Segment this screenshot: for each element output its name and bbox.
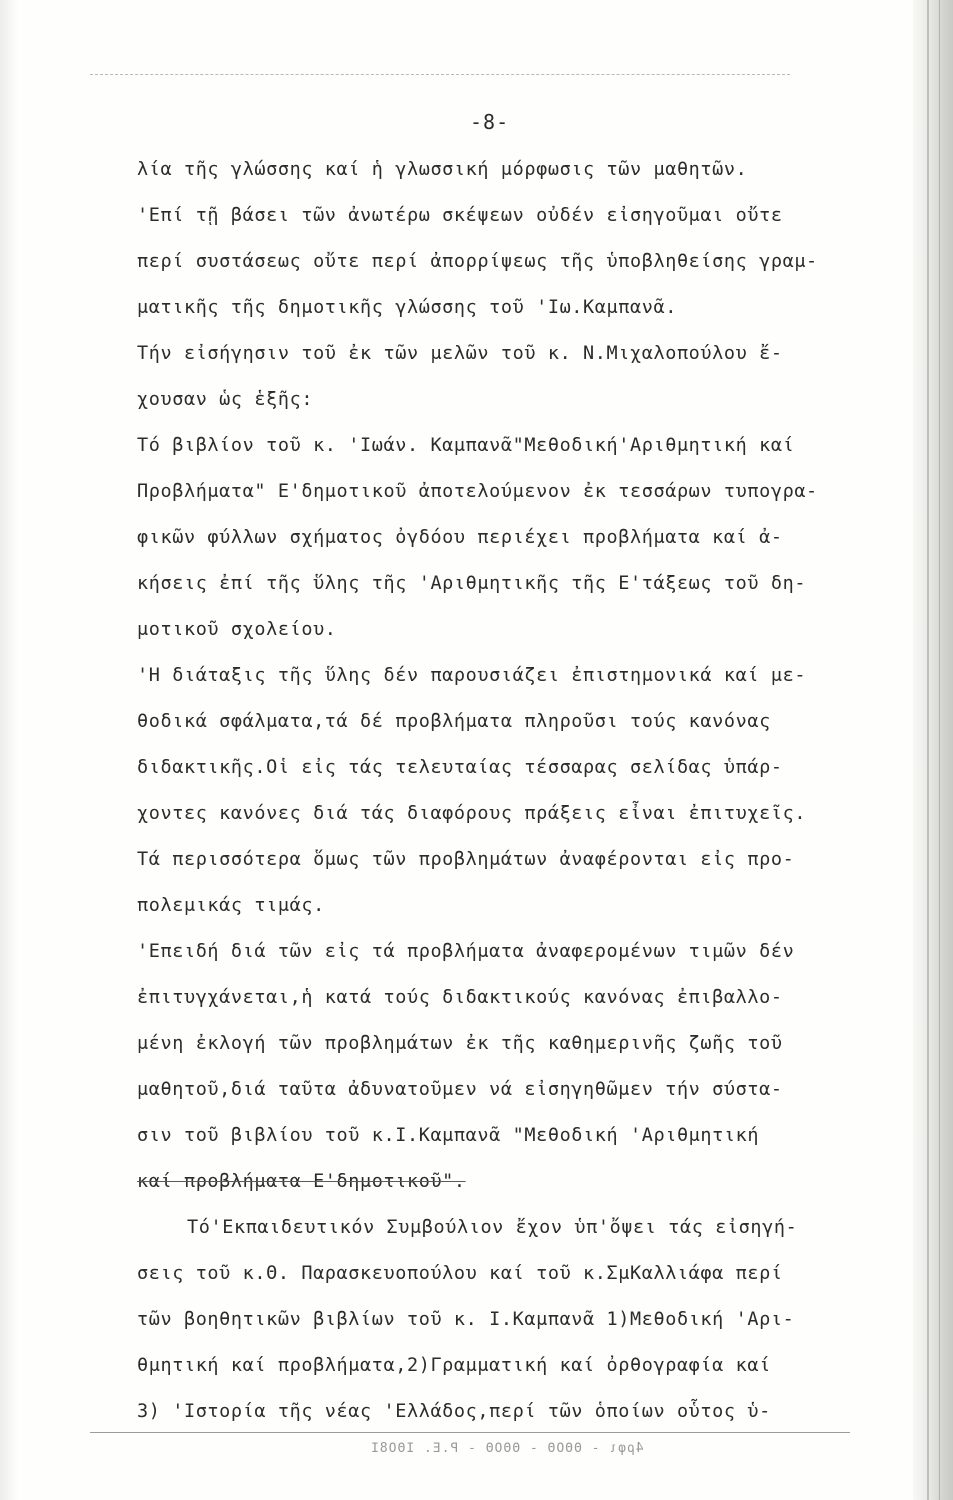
text-line-struck: καί προβλήματα Ε'δημοτικοῦ".	[137, 1171, 466, 1192]
footer-stamp: 4ρφι - ΘΘΟΘ - ΘΘΟΘ - Ρ.Ε. ΙΘΟ8Ι	[370, 1441, 644, 1456]
scan-left-shadow	[0, 0, 18, 1500]
text-line: 'Επί τῇ βάσει τῶν ἀνωτέρω σκέψεων οὐδέν εἰσηγοῦμαι οὔτε	[137, 205, 783, 226]
text-line: Τά περισσότερα ὅμως τῶν προβλημάτων ἀναφέρονται εἰς προ-	[137, 849, 795, 870]
text-line: κήσεις ἐπί τῆς ὕλης τῆς 'Αριθμητικῆς τῆς Ε'τάξεως τοῦ δη-	[137, 573, 807, 594]
bottom-rule	[90, 1432, 850, 1433]
top-rule	[90, 74, 790, 75]
text-line: ματικῆς τῆς δημοτικῆς γλώσσης τοῦ 'Ιω.Καμπανᾶ.	[137, 297, 677, 318]
body-text	[137, 147, 897, 1435]
text-line: ἐπιτυγχάνεται,ἡ κατά τούς διδακτικούς κανόνας ἐπιβαλλο-	[137, 987, 783, 1008]
text-line: θοδικά σφάλματα,τά δέ προβλήματα πληροῦσι τούς κανόνας	[137, 711, 771, 732]
text-line: λία τῆς γλώσσης καί ἡ γλωσσική μόρφωσις τῶν μαθητῶν.	[137, 159, 748, 180]
text-line: Τό βιβλίον τοῦ κ. 'Ιωάν. Καμπανᾶ"Μεθοδική'Αριθμητική καί	[137, 435, 795, 456]
text-line: μένη ἐκλογή τῶν προβλημάτων ἐκ τῆς καθημερινῆς ζωῆς τοῦ	[137, 1033, 783, 1054]
text-line: τῶν βοηθητικῶν βιβλίων τοῦ κ. Ι.Καμπανᾶ 1)Μεθοδική 'Αρι-	[137, 1309, 795, 1330]
binding-edge	[913, 0, 953, 1500]
text-line: περί συστάσεως οὔτε περί ἀπορρίψεως τῆς ὑποβληθείσης γραμ-	[137, 251, 818, 272]
text-line: φικῶν φύλλων σχήματος ὀγδόου περιέχει προβλήματα καί ἀ-	[137, 527, 783, 548]
text-line: σεις τοῦ κ.Θ. Παρασκευοπούλου καί τοῦ κ.ΣμΚαλλιάφα περί	[137, 1263, 783, 1284]
text-line: μοτικοῦ σχολείου.	[137, 619, 337, 640]
page-number: -8-	[470, 110, 510, 134]
text-line: 3) 'Ιστορία τῆς νέας 'Ελλάδος,περί τῶν ὁποίων οὗτος ὑ-	[137, 1401, 771, 1422]
text-line: πολεμικάς τιμάς.	[137, 895, 325, 916]
text-line: χουσαν ὡς ἑξῆς:	[137, 389, 314, 410]
text-line: Τήν εἰσήγησιν τοῦ ἐκ τῶν μελῶν τοῦ κ. Ν.Μιχαλοπούλου ἔ-	[137, 343, 783, 364]
text-line: χοντες κανόνες διά τάς διαφόρους πράξεις εἶναι ἐπιτυχεῖς.	[137, 803, 807, 824]
text-line-indented: Τό'Εκπαιδευτικόν Συμβούλιον ἔχον ὑπ'ὄψει τάς εἰσηγή-	[187, 1217, 798, 1238]
text-line: θμητική καί προβλήματα,2)Γραμματική καί ὀρθογραφία καί	[137, 1355, 771, 1376]
text-line: Προβλήματα" Ε'δημοτικοῦ ἀποτελούμενον ἐκ τεσσάρων τυπογρα-	[137, 481, 818, 502]
text-line: σιν τοῦ βιβλίου τοῦ κ.Ι.Καμπανᾶ "Μεθοδική 'Αριθμητική	[137, 1125, 760, 1146]
text-line: 'Η διάταξις τῆς ὕλης δέν παρουσιάζει ἐπιστημονικά καί με-	[137, 665, 807, 686]
text-line: διδακτικῆς.Οἱ εἰς τάς τελευταίας τέσσαρας σελίδας ὑπάρ-	[137, 757, 783, 778]
text-line: 'Επειδή διά τῶν εἰς τά προβλήματα ἀναφερομένων τιμῶν δέν	[137, 941, 795, 962]
text-line: μαθητοῦ,διά ταῦτα ἀδυνατοῦμεν νά εἰσηγηθῶμεν τήν σύστα-	[137, 1079, 783, 1100]
